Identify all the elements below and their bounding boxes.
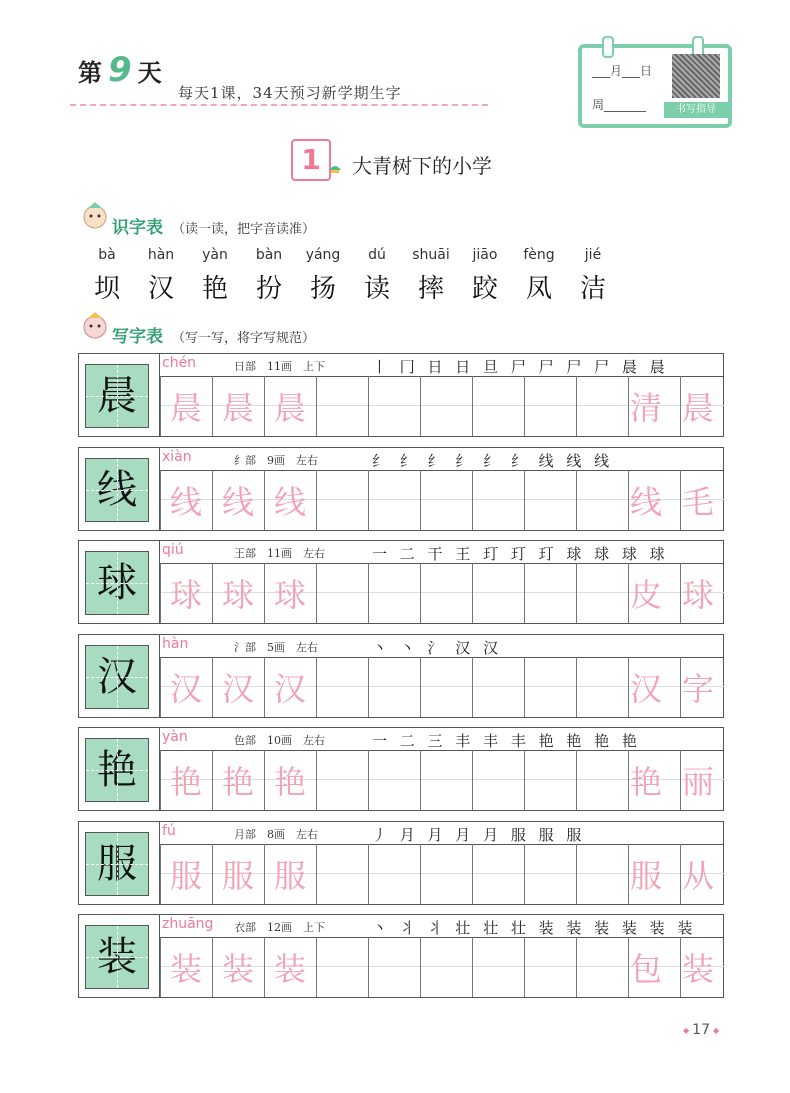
recognize-char: 凤 [525, 274, 552, 304]
word-char: 清 [629, 389, 662, 427]
subtitle: 每天1课，34天预习新学期生字 [178, 84, 402, 102]
char-info: 日部 11画 上下 [234, 360, 325, 373]
recognize-char-row [80, 268, 620, 305]
char-info: 色部 10画 左右 [234, 734, 325, 747]
practice-grid[interactable] [159, 844, 724, 904]
word-char: 从 [681, 856, 714, 895]
recognize-title: 识字表 [112, 218, 163, 238]
recognize-char: 扬 [309, 274, 336, 304]
trace-char: 服 [169, 856, 202, 895]
word-char: 晨 [681, 389, 714, 427]
pinyin: hàn [147, 247, 175, 263]
header-divider [70, 104, 488, 106]
char-pinyin: fú [162, 822, 176, 839]
stroke-order: 一 二 三 丰 丰 丰 艳 艳 艳 艳 [372, 732, 641, 750]
model-char: 装 [85, 925, 149, 989]
char-pinyin: hàn [162, 635, 189, 652]
word-char: 汉 [629, 669, 662, 708]
pinyin: dú [368, 247, 386, 263]
trace-char: 球 [273, 576, 306, 614]
stroke-order: 丶 丶 氵 汉 汉 [372, 638, 503, 657]
char-info: 月部 8画 左右 [234, 827, 318, 841]
trace-char: 装 [221, 950, 254, 988]
word-char: 艳 [629, 763, 662, 801]
model-char: 服 [85, 832, 149, 896]
day-suffix: 天 [137, 59, 162, 87]
trace-char: 线 [221, 482, 254, 521]
calendar-week: 周_______ [592, 98, 647, 112]
recognize-char: 跤 [471, 274, 498, 304]
mascot-icon [80, 310, 110, 340]
trace-char: 球 [221, 576, 254, 614]
pinyin: bà [98, 247, 116, 263]
pinyin: shuāi [412, 247, 450, 263]
recognize-char: 汉 [147, 274, 174, 304]
char-pinyin: chén [162, 355, 197, 371]
pinyin: jié [584, 247, 602, 263]
word-char: 字 [681, 669, 714, 708]
word-char: 包 [629, 950, 662, 988]
trace-char: 服 [273, 856, 306, 895]
writing-block [78, 447, 724, 531]
writing-block [78, 540, 724, 624]
trace-char: 装 [169, 950, 202, 988]
model-char: 线 [85, 458, 149, 522]
pinyin: bàn [255, 247, 283, 263]
char-info-row [159, 354, 724, 377]
trace-char: 晨 [273, 389, 306, 427]
model-char: 球 [85, 551, 149, 615]
char-pinyin: xiàn [162, 448, 192, 465]
stroke-order: 丶 丬 丬 壮 壮 壮 装 装 装 装 装 装 [372, 919, 697, 937]
word-char: 服 [629, 856, 662, 895]
trace-char: 艳 [221, 763, 254, 801]
recognize-pinyin-row [80, 247, 620, 263]
pinyin: yàn [202, 247, 228, 263]
recognize-char: 艳 [201, 274, 228, 304]
model-char: 晨 [85, 364, 149, 428]
pinyin: jiāo [472, 247, 498, 263]
recognize-char: 坝 [93, 274, 120, 304]
qr-code[interactable] [672, 54, 720, 98]
recognize-char: 读 [363, 274, 390, 304]
trace-char: 线 [169, 482, 202, 521]
word-char: 丽 [681, 763, 714, 801]
recognize-char: 摔 [417, 274, 444, 304]
pinyin: fèng [523, 247, 555, 263]
model-char: 汉 [85, 645, 149, 709]
lesson-title: 大青树下的小学 [352, 154, 492, 178]
calendar-ring-icon [602, 36, 614, 58]
stroke-order: 纟 纟 纟 纟 纟 纟 线 线 线 [372, 451, 614, 470]
day-label [78, 50, 162, 90]
writing-guide-label: 书写指导 [664, 102, 728, 118]
char-info: 衣部 12画 上下 [234, 921, 325, 934]
stroke-order: 丿 月 月 月 月 服 服 服 [372, 825, 586, 844]
char-pinyin: yàn [162, 729, 188, 745]
writing-block [78, 914, 724, 998]
char-pinyin: qiú [162, 542, 184, 558]
word-char: 球 [681, 576, 714, 614]
trace-char: 艳 [273, 763, 306, 801]
char-info: 王部 11画 左右 [234, 547, 325, 560]
calendar-card [578, 44, 732, 128]
writing-block [78, 821, 724, 905]
practice-grid[interactable] [159, 470, 724, 530]
char-info-row [159, 728, 724, 751]
trace-char: 晨 [169, 389, 202, 427]
stroke-order: 丨 冂 日 日 旦 尸 尸 尸 尸 晨 晨 [372, 358, 669, 376]
pinyin: yáng [305, 247, 341, 263]
day-number: 9 [108, 50, 132, 90]
word-char: 装 [681, 950, 714, 988]
trace-char: 艳 [169, 763, 202, 801]
char-info-row [159, 822, 724, 845]
char-info-row [159, 915, 724, 938]
write-title: 写字表 [112, 327, 163, 347]
trace-char: 装 [273, 950, 306, 988]
writing-block [78, 353, 724, 437]
trace-char: 汉 [169, 669, 202, 708]
trace-char: 晨 [221, 389, 254, 427]
char-info: 纟部 9画 左右 [234, 453, 318, 467]
mascot-icon [80, 200, 110, 230]
page-number: ◆ 17 ◆ [680, 1022, 722, 1038]
word-char: 毛 [681, 482, 714, 521]
practice-grid[interactable] [159, 937, 724, 997]
trace-char: 汉 [221, 669, 254, 708]
practice-grid[interactable] [159, 563, 724, 623]
practice-grid[interactable] [159, 750, 724, 810]
stroke-order: 一 二 干 王 玎 玎 玎 球 球 球 球 [372, 545, 669, 563]
writing-block [78, 727, 724, 811]
char-info-row [159, 635, 724, 658]
writing-block [78, 634, 724, 718]
recognize-char: 扮 [255, 274, 282, 304]
word-char: 线 [629, 482, 662, 521]
trace-char: 汉 [273, 669, 306, 708]
trace-char: 线 [273, 482, 306, 521]
practice-grid[interactable] [159, 657, 724, 717]
char-pinyin: zhuāng [162, 916, 214, 932]
hat-icon [328, 160, 342, 174]
recognize-char: 洁 [579, 274, 606, 304]
char-info-row [159, 448, 724, 471]
calendar-date: ___月___日 [592, 64, 653, 78]
write-note: （写一写，将字写规范） [172, 331, 316, 346]
trace-char: 服 [221, 856, 254, 895]
word-char: 皮 [629, 576, 662, 614]
lesson-number: 1 [291, 139, 331, 181]
char-info-row [159, 541, 724, 564]
practice-grid[interactable] [159, 376, 724, 436]
recognize-note: （读一读，把字音读准） [172, 222, 316, 237]
model-char: 艳 [85, 738, 149, 802]
char-info: 氵部 5画 左右 [234, 640, 318, 654]
day-prefix: 第 [78, 59, 102, 87]
trace-char: 球 [169, 576, 202, 614]
